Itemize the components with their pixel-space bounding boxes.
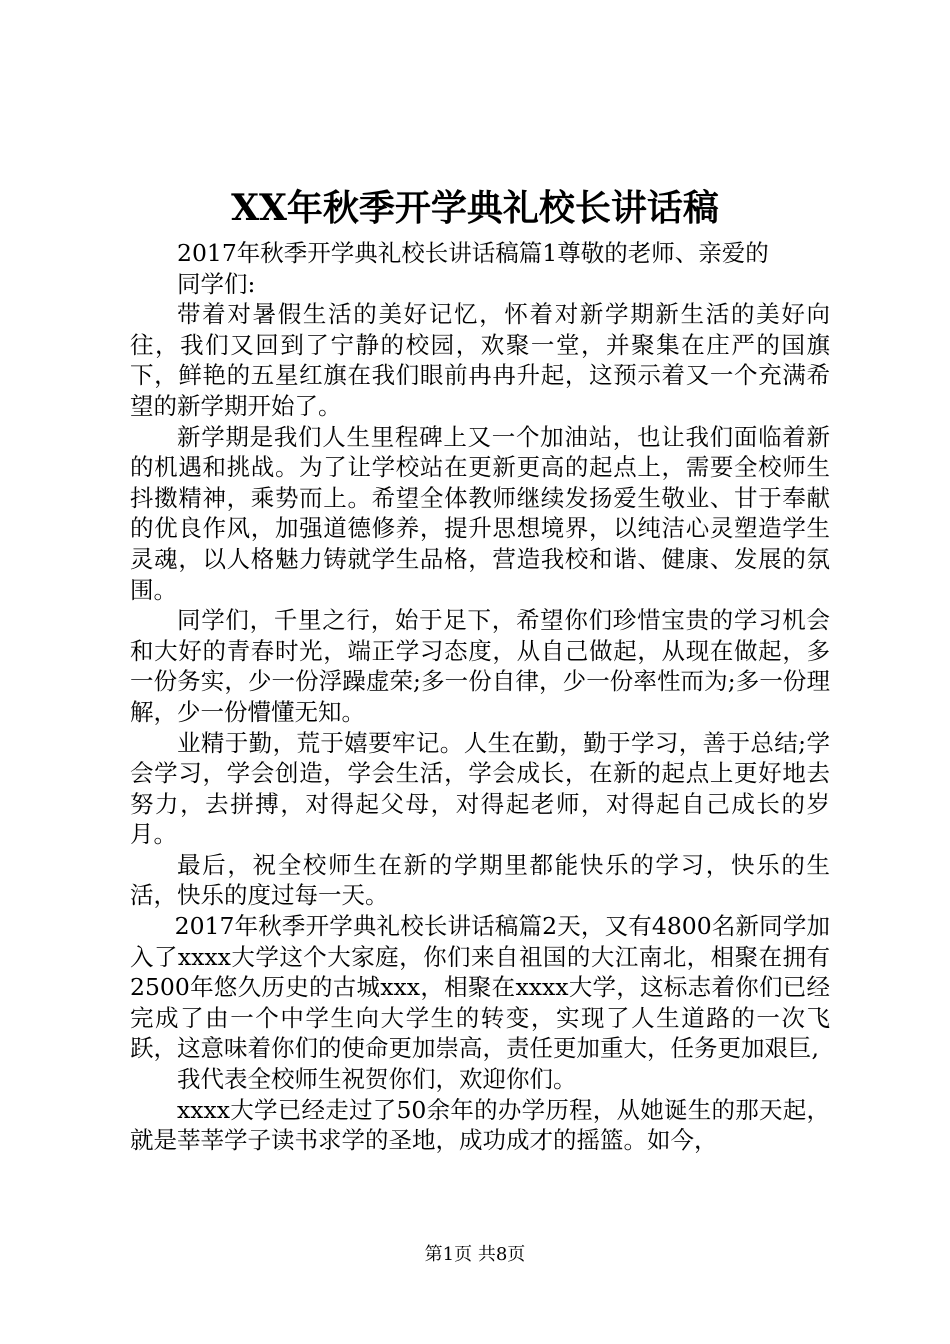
paragraph: 带着对暑假生活的美好记忆，怀着对新学期新生活的美好向往，我们又回到了宁静的校园，欢聚一堂，并聚集在庄严的国旗下，鲜艳的五星红旗在我们眼前冉冉升起，这预示着又一个充满希望的新学期开始了。 bbox=[130, 300, 830, 420]
document-body bbox=[130, 238, 830, 1156]
paragraph-intro-line2: 同学们: bbox=[177, 269, 256, 298]
paragraph: 业精于勤，荒于嬉要牢记。人生在勤，勤于学习，善于总结;学会学习，学会创造，学会生活，学会成长，在新的起点上更好地去努力，去拼搏，对得起父母，对得起老师，对得起自己成长的岁月。 bbox=[130, 728, 830, 849]
paragraph: 最后，祝全校师生在新的学期里都能快乐的学习，快乐的生活，快乐的度过每一天。 bbox=[130, 850, 830, 910]
document-title: XX年秋季开学典礼校长讲话稿 bbox=[231, 187, 719, 229]
paragraph: 我代表全校师生祝贺你们，欢迎你们。 bbox=[177, 1065, 577, 1094]
paragraph: xxxx大学已经走过了50余年的办学历程，从她诞生的那天起，就是莘莘学子读书求学的圣地，成功成才的摇篮。如今， bbox=[130, 1095, 830, 1155]
paragraph-intro-line1: 2017年秋季开学典礼校长讲话稿篇1尊敬的老师、亲爱的 bbox=[177, 239, 769, 267]
paragraph: 同学们，千里之行，始于足下，希望你们珍惜宝贵的学习机会和大好的青春时光，端正学习态度，从自己做起，从现在做起，多一份务实，少一份浮躁虚荣;多一份自律，少一份率性而为;多一份理解，少一份懵懂无知。 bbox=[130, 606, 830, 726]
page-footer: 第1页 共8页 bbox=[424, 1244, 526, 1265]
paragraph-section-2: 2017年秋季开学典礼校长讲话稿篇2天，又有4800名新同学加入了xxxx大学这个大家庭，你们来自祖国的大江南北，相聚在拥有2500年悠久历史的古城xxx，相聚在xxxx大学，这标志着你们已经完成了由一个中学生向大学生的转变，实现了人生道路的一次飞跃，这意味着你们的使命更加崇高，责任更加重大，任务更加艰巨, bbox=[130, 912, 830, 1063]
paragraph: 新学期是我们人生里程碑上又一个加油站，也让我们面临着新的机遇和挑战。为了让学校站在更新更高的起点上，需要全校师生抖擞精神，乘势而上。希望全体教师继续发扬爱生敬业、甘于奉献的优良作风，加强道德修养，提升思想境界，以纯洁心灵塑造学生灵魂，以人格魅力铸就学生品格，营造我校和谐、健康、发展的氛围。 bbox=[130, 422, 830, 604]
